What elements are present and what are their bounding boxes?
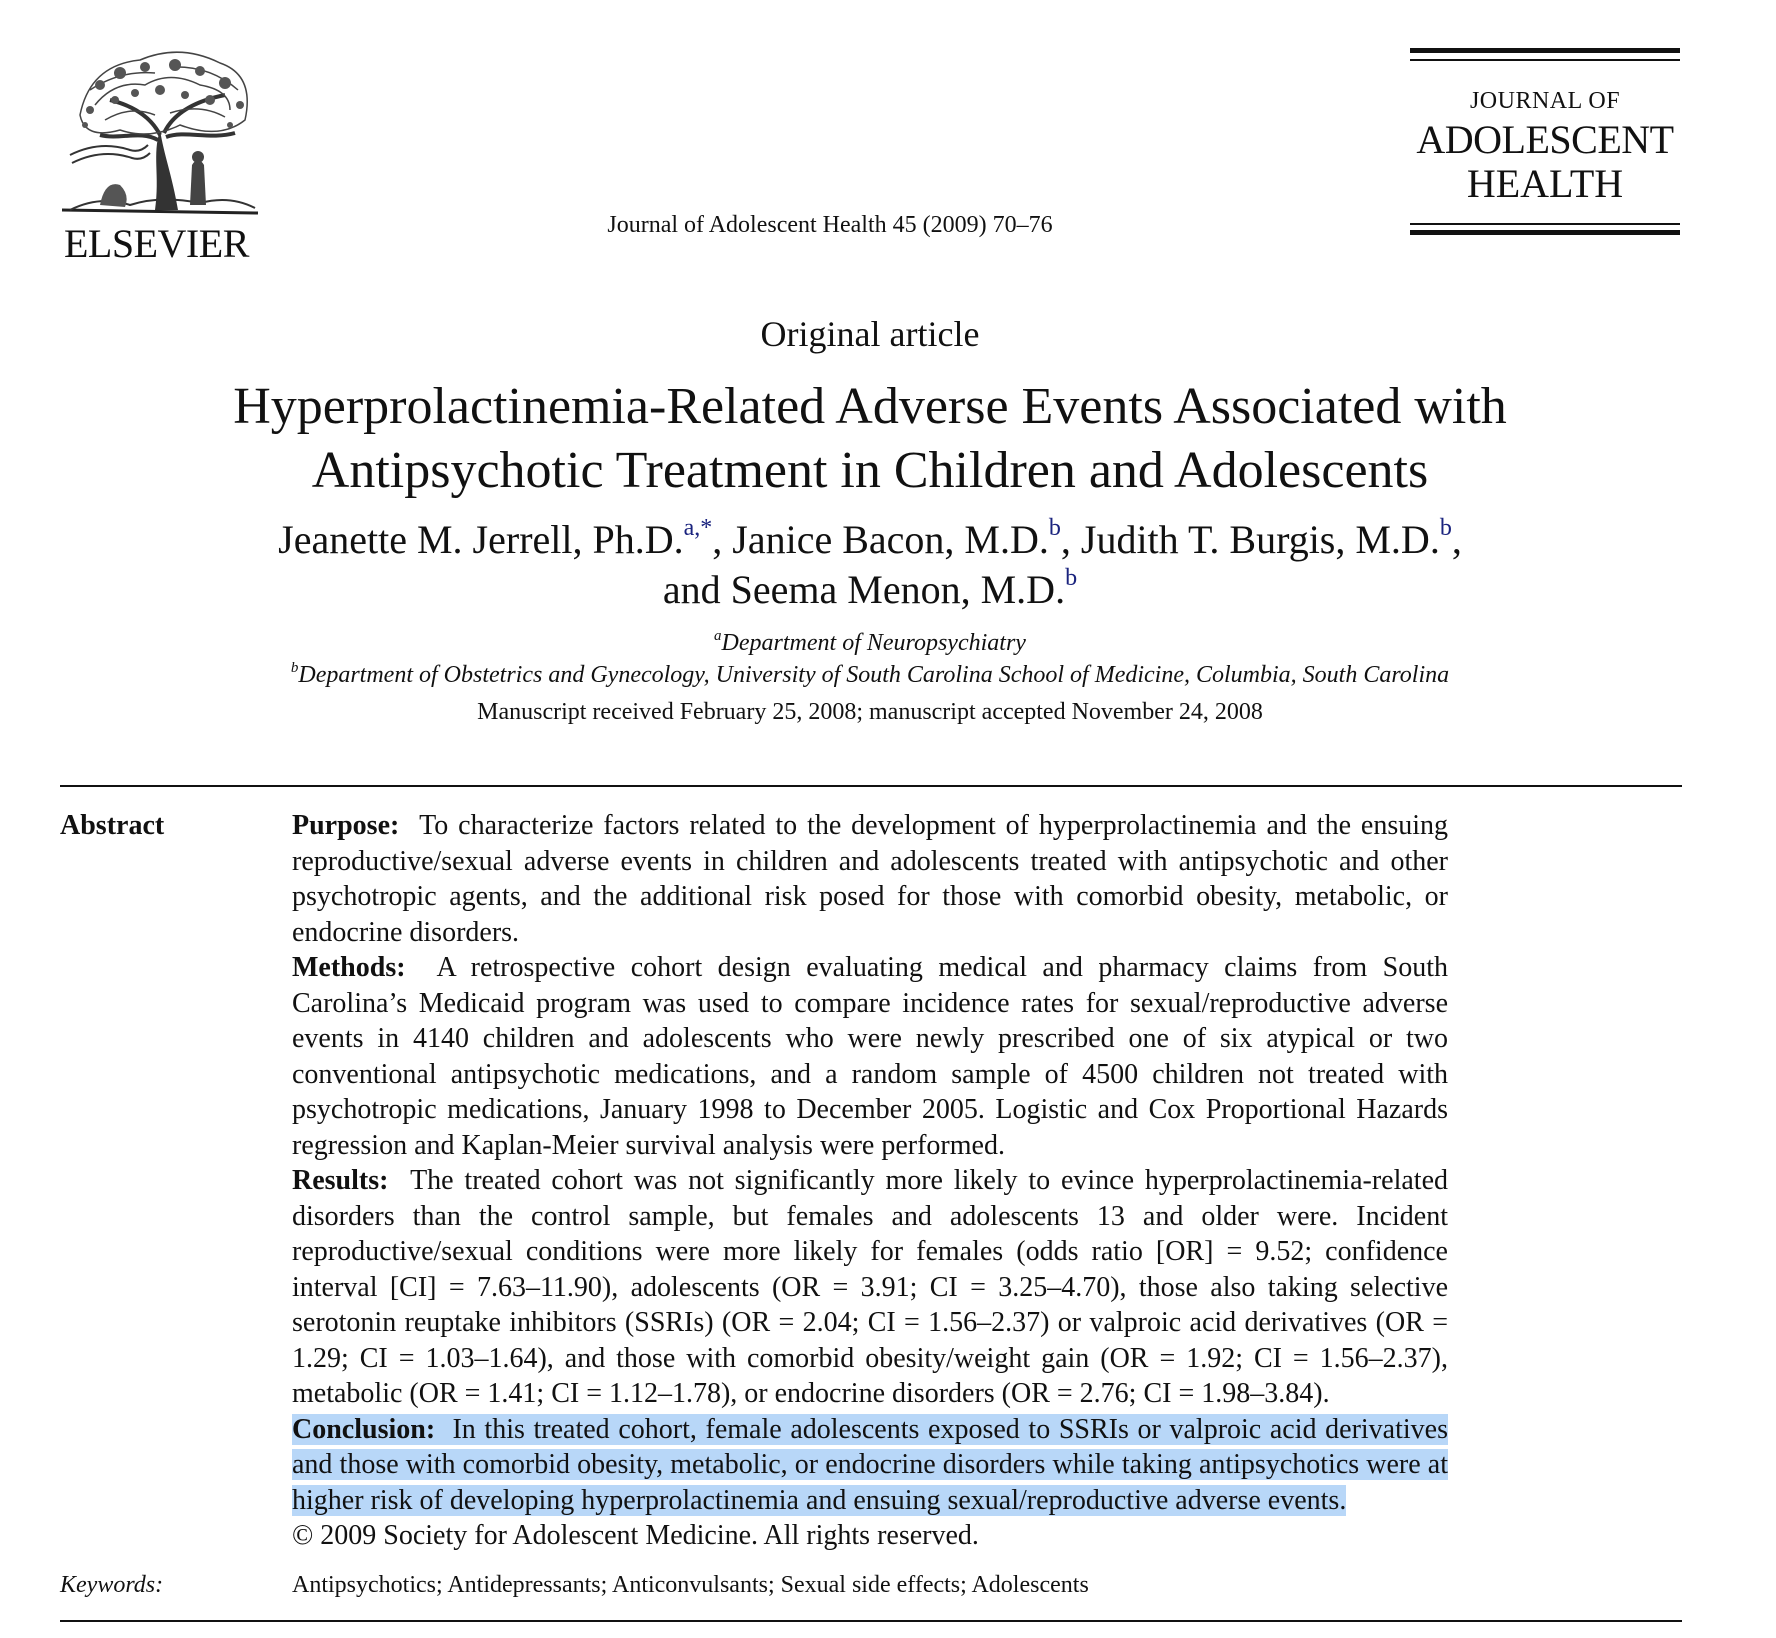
results-text: The treated cohort was not significantly more likely to evince hyperprolactinemia-related disorders than the control sample, but females and adolescents 13 and older were. Incident reproductive/sexual conditions were more likely for females (odds ratio [OR] = 9.52; confidence interval [CI] = 7.63–11.90), adolescents (OR = 3.91; CI = 3.25–4.70), those also taking selective serotonin reuptake inhibitors (SSRIs) (OR = 2.04; CI = 1.56–2.37) or valproic acid derivatives (OR = 1.29; CI = 1.03–1.64), and those with comorbid obesity/weight gain (OR = 1.92; CI = 1.56–2.37), metabolic (OR = 1.41; CI = 1.12–1.78), or endocrine disorders (OR = 2.76; CI = 1.98–3.84). xyxy=(292,1165,1449,1409)
abstract-top-rule xyxy=(60,785,1682,787)
journal-masthead xyxy=(1410,48,1680,238)
journal-citation: Journal of Adolescent Health 45 (2009) 70–76 xyxy=(607,212,1053,238)
manuscript-dates: Manuscript received February 25, 2008; manuscript accepted November 24, 2008 xyxy=(477,699,1263,725)
abstract-methods xyxy=(292,950,1448,1163)
author-affiliation-link[interactable]: b xyxy=(1065,565,1078,591)
article-type: Original article xyxy=(760,314,980,354)
keywords-heading: Keywords: xyxy=(60,1572,164,1598)
conclusion-label: Conclusion: xyxy=(292,1413,436,1445)
masthead-line-2: ADOLESCENT xyxy=(1416,117,1674,162)
affiliation-text: Department of Obstetrics and Gynecology, University of South Carolina School of Medicine, Columbia, South Carolina xyxy=(298,662,1450,688)
abstract-purpose xyxy=(292,808,1448,950)
author-separator: , xyxy=(1451,517,1462,562)
masthead-rule-top-thin xyxy=(1410,59,1680,61)
author-line-2 xyxy=(100,565,1640,615)
abstract-bottom-rule xyxy=(60,1620,1682,1622)
affiliation-a xyxy=(0,628,1740,658)
author-name: and Seema Menon, M.D. xyxy=(662,567,1066,612)
conclusion-text-selected[interactable]: In this treated cohort, female adolescents exposed to SSRIs or valproic acid derivatives and those with comorbid obesity, metabolic, or endocrine disorders while taking antipsychotics were at higher risk of developing hyperprolactinemia and ensuing sexual/reproductive adverse events. xyxy=(292,1413,1448,1516)
purpose-label: Purpose: xyxy=(292,810,400,841)
copyright-notice: © 2009 Society for Adolescent Medicine. All rights reserved. xyxy=(292,1520,979,1551)
methods-text: A retrospective cohort design evaluating medical and pharmacy claims from South Carolina’s Medicaid program was used to compare incidence rates for sexual/reproductive adverse events in 4140 children and adolescents who were newly prescribed one of six atypical or two conventional antipsychotic medications, and a random sample of 4500 children not treated with psychotropic medications, January 1998 to December 2005. Logistic and Cox Proportional Hazards regression and Kaplan-Meier survival analysis were performed. xyxy=(292,952,1448,1161)
author-separator: , xyxy=(1060,517,1081,562)
author-line-1 xyxy=(100,515,1640,565)
purpose-text: To characterize factors related to the development of hyperprolactinemia and the ensuing reproductive/sexual adverse events in children and adolescents treated with antipsychotic and other psychotropic agents, and the additional risk posed for those with comorbid obesity, metabolic, or endocrine disorders. xyxy=(292,810,1448,948)
publisher-logo xyxy=(60,45,260,270)
author-separator: , xyxy=(712,517,733,562)
keywords-list: Antipsychotics; Antidepressants; Anticonvulsants; Sexual side effects; Adolescents xyxy=(292,1572,1089,1598)
author-affiliation-link[interactable]: b xyxy=(1439,515,1452,541)
author-affiliation-link[interactable]: b xyxy=(1048,515,1061,541)
paper-title-line-1: Hyperprolactinemia-Related Adverse Events Associated with xyxy=(233,378,1507,435)
paper-title xyxy=(80,375,1660,503)
author-name: Judith T. Burgis, M.D. xyxy=(1080,517,1440,562)
masthead-rule-bottom-thick xyxy=(1410,230,1680,235)
author-name: Janice Bacon, M.D. xyxy=(732,517,1049,562)
abstract-heading: Abstract xyxy=(60,810,165,841)
affiliation-mark: a xyxy=(714,628,722,644)
abstract-body xyxy=(292,808,1448,1554)
methods-label: Methods: xyxy=(292,952,406,983)
elsevier-tree-logo-icon xyxy=(60,45,260,220)
affiliation-b xyxy=(0,660,1740,690)
results-label: Results: xyxy=(292,1165,389,1196)
masthead-line-3: HEALTH xyxy=(1466,161,1624,206)
masthead-rule-top-thick xyxy=(1410,48,1680,53)
masthead-rule-bottom-thin xyxy=(1410,223,1680,225)
author-name: Jeanette M. Jerrell, Ph.D. xyxy=(278,517,684,562)
abstract-results xyxy=(292,1163,1448,1412)
author-affiliation-link[interactable]: a,* xyxy=(683,515,713,541)
author-list xyxy=(100,515,1640,615)
affiliation-mark: b xyxy=(290,660,299,676)
masthead-line-1: JOURNAL OF xyxy=(1469,88,1621,114)
paper-title-line-2: Antipsychotic Treatment in Children and Adolescents xyxy=(311,442,1429,499)
affiliation-text: Department of Neuropsychiatry xyxy=(721,630,1026,656)
publisher-name: ELSEVIER xyxy=(64,221,249,266)
abstract-conclusion[interactable] xyxy=(292,1412,1448,1554)
